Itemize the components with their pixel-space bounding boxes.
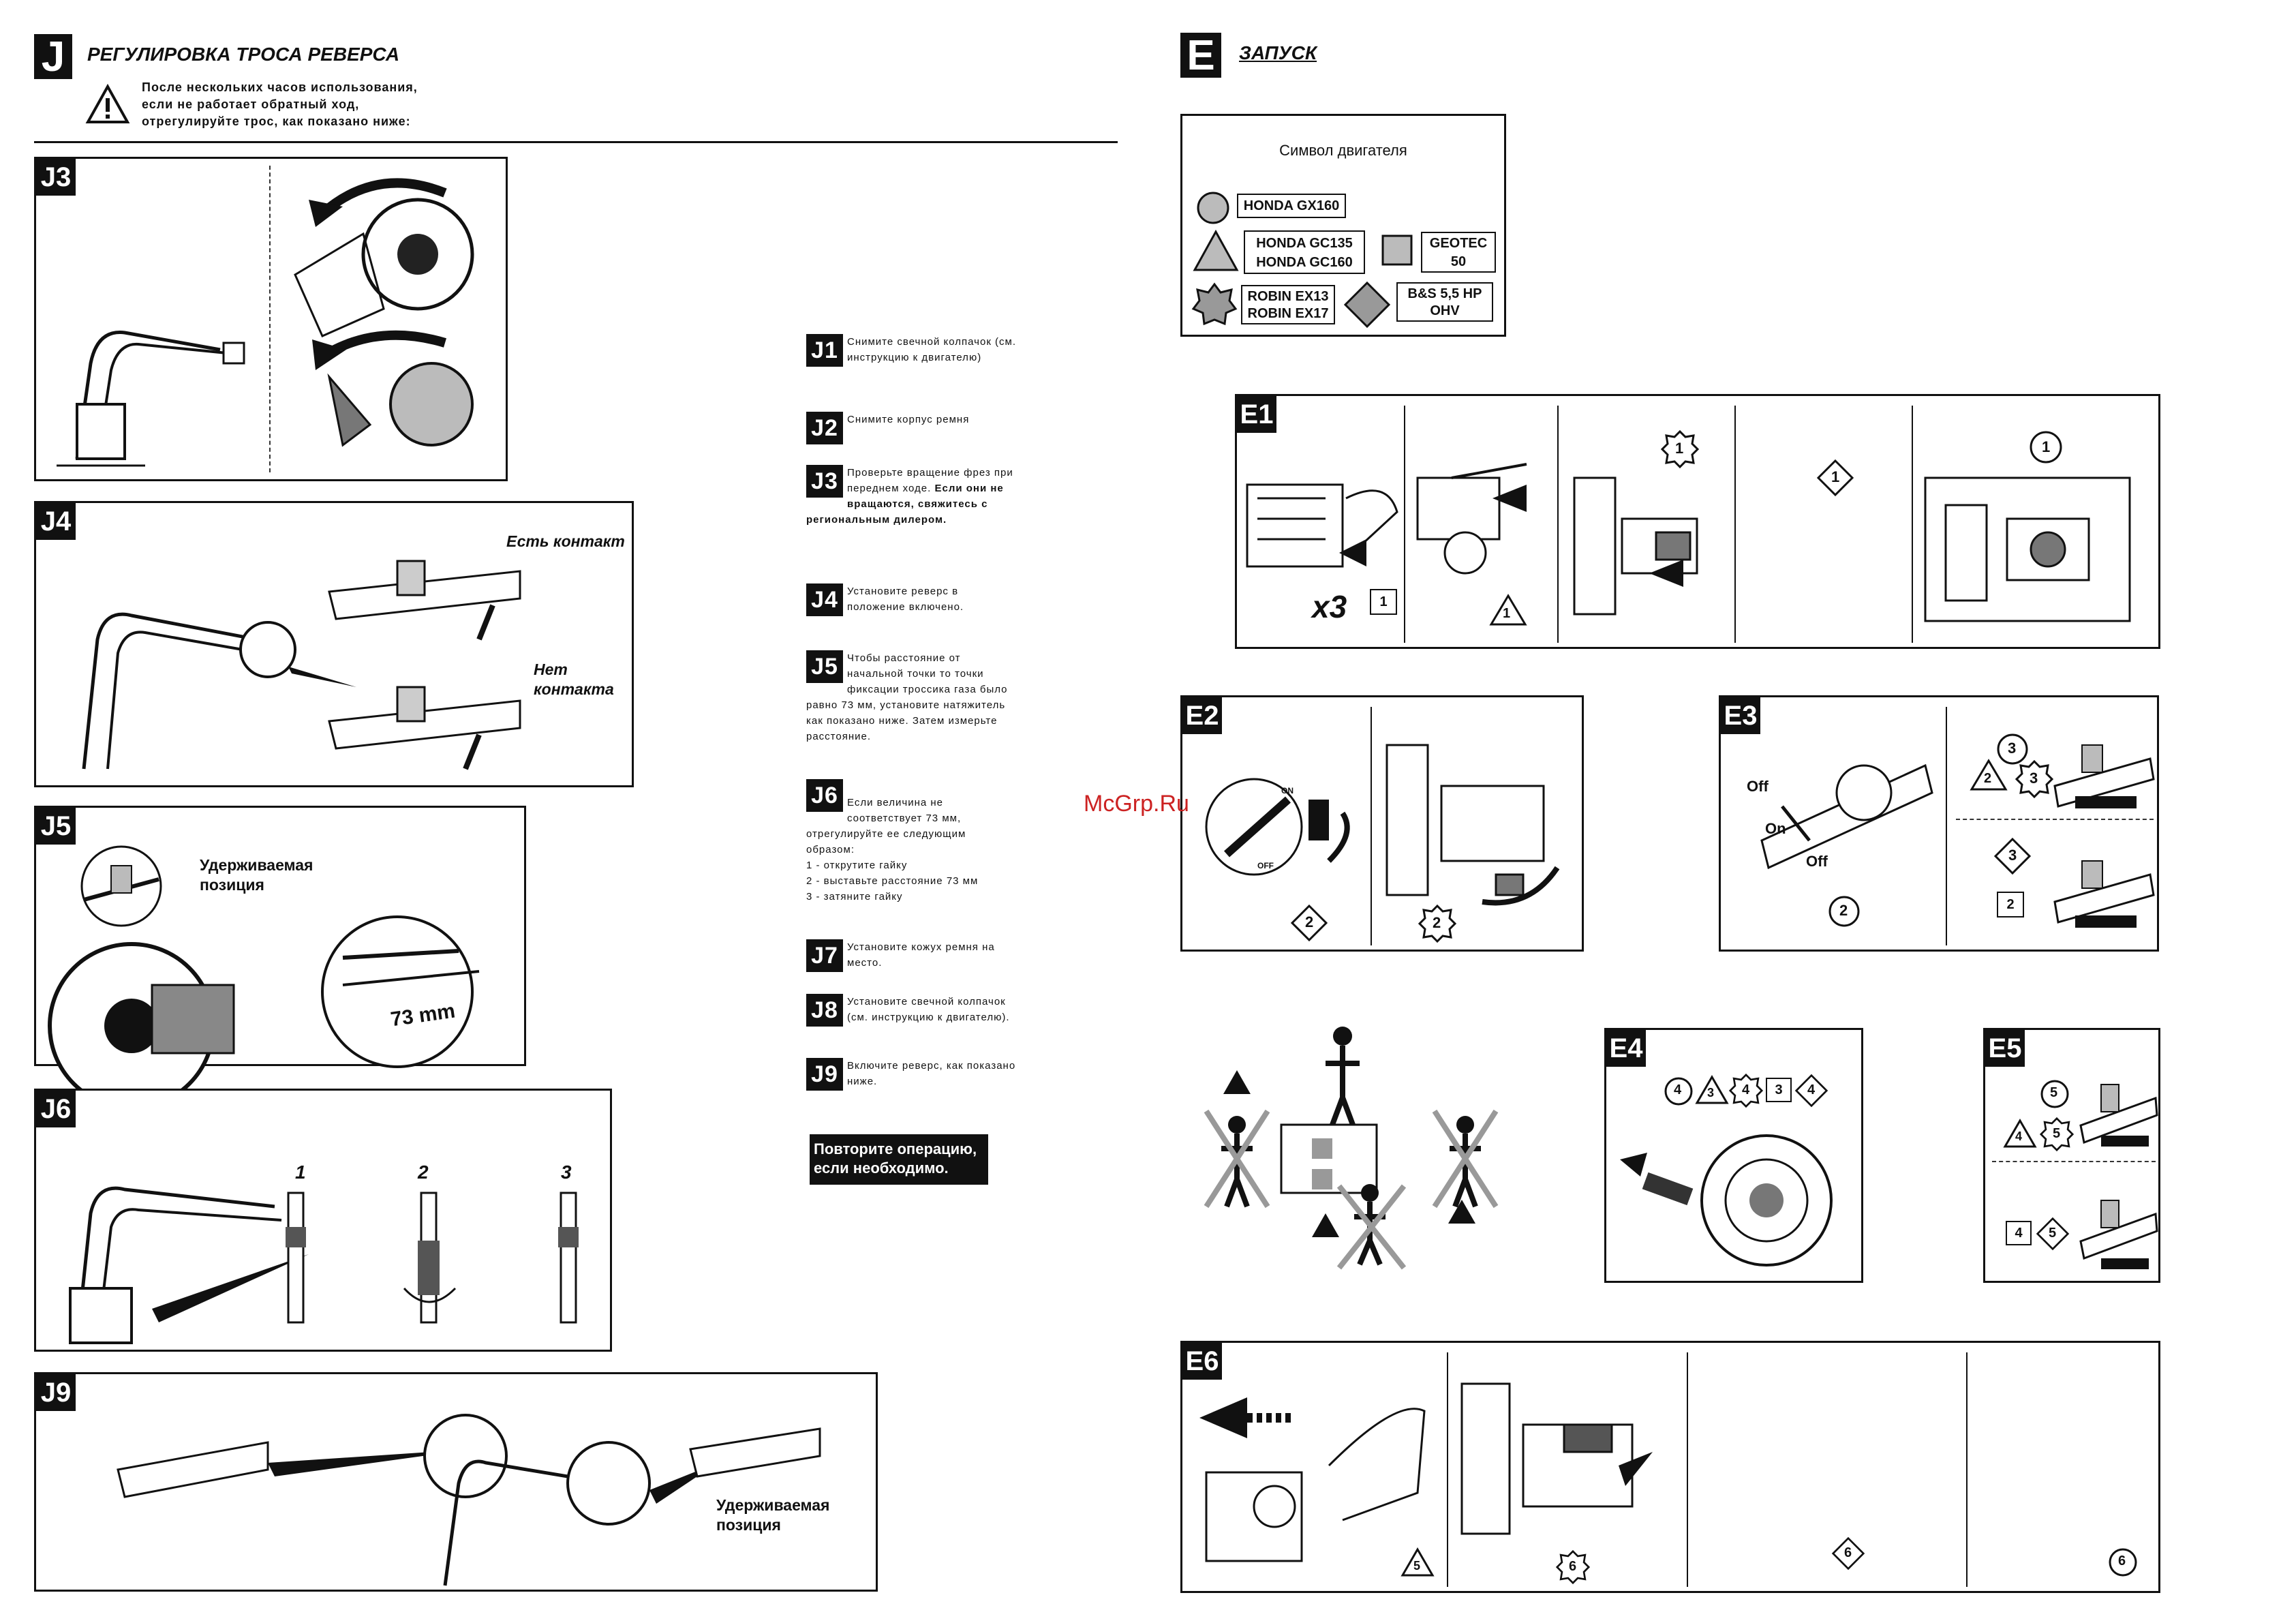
- e3-circle-3-num: 3: [2008, 740, 2017, 757]
- step-j8-text: Установите свечной колпачок (см. инструкцию к двигателю).: [847, 996, 1010, 1023]
- e3-on-label: On: [1765, 820, 1786, 837]
- hold-position-label: Удерживаемая позиция: [200, 856, 313, 894]
- e3-triangle-2-num: 2: [1984, 771, 1992, 786]
- e3-square-2: 2: [1997, 892, 2024, 917]
- e4-square-3: 3: [1766, 1078, 1792, 1102]
- distance-label: 73 mm: [389, 999, 457, 1031]
- e3-diamond-3-num: 3: [2008, 847, 2017, 864]
- e5-lever-bottom-illustration: [2081, 1173, 2159, 1275]
- panel-e2-tag: E2: [1182, 697, 1222, 734]
- e4-triangle-num: 3: [1707, 1086, 1715, 1099]
- step-j5-text: Чтобы расстояние от начальной точки то точки фиксации тросcика газа было равно 73 мм, установите натяжитель как показано ниже. Затем измерьте расстояние.: [806, 652, 1008, 742]
- e1-divider-3: [1734, 406, 1736, 643]
- e5-diamond-num: 5: [2049, 1226, 2057, 1241]
- e6-divider-2: [1687, 1352, 1688, 1587]
- e1-square-1: 1: [1370, 589, 1397, 615]
- panel-e3-tag: E3: [1721, 697, 1760, 734]
- engine-symbol-box: [1180, 114, 1506, 337]
- step-j1-text: Снимите свечной колпачок (см. инструкцию к двигателю): [847, 336, 1017, 363]
- panel-j4: [34, 501, 634, 787]
- hold-position-label-j9: Удерживаемая позиция: [716, 1496, 830, 1534]
- step-j4-num: J4: [806, 583, 843, 616]
- step-j4: [806, 583, 1017, 616]
- panel-e5: [1983, 1028, 2160, 1283]
- tine-rotation-illustration: [281, 172, 500, 472]
- e5-triangle-num: 4: [2015, 1129, 2023, 1143]
- e6-diamond-num: 6: [1844, 1545, 1852, 1560]
- e1-star-1-num: 1: [1675, 440, 1684, 457]
- panel-e1: [1235, 394, 2160, 649]
- step-j8-num: J8: [806, 994, 843, 1027]
- warning-line-1: После нескольких часов использования,: [142, 80, 418, 94]
- step-j7-text: Установите кожух ремня на место.: [847, 941, 995, 969]
- switch-off-label: OFF: [1257, 861, 1274, 870]
- throttle-lever-top-illustration: [2055, 731, 2157, 813]
- e1-divider-4: [1912, 406, 1913, 643]
- panel-e2: [1180, 695, 1584, 952]
- step-j9-text: Включите реверс, как показано ниже.: [847, 1060, 1016, 1087]
- step-j6-text: Если величина не соответствует 73 мм, отрегулируйте ее следующим образом: 1 - открутите гайку 2 - выставьте расстояние 73 мм 3 - затяните гайку: [806, 797, 979, 902]
- lever-contact-illustration: [329, 558, 534, 646]
- e1-divider-1: [1404, 406, 1405, 643]
- panel-j9: [34, 1372, 878, 1592]
- e5-lever-top-illustration: [2081, 1057, 2159, 1153]
- step-j3-bold: Если они не вращаются, свяжитесь с региональным дилером.: [806, 483, 1004, 526]
- star-symbol-icon: [1192, 283, 1237, 328]
- e6-circle-num: 6: [2118, 1553, 2126, 1568]
- panel-e6: [1180, 1341, 2160, 1593]
- repeat-note: Повторите операцию, если необходимо.: [810, 1134, 988, 1185]
- step-j8: [806, 994, 1017, 1027]
- recoil-starter-illustration: [1617, 1119, 1855, 1275]
- e6-star-num: 6: [1569, 1559, 1577, 1574]
- panel-j3-tag: J3: [36, 159, 76, 196]
- e5-square-4: 4: [2006, 1221, 2032, 1245]
- throttle-to-run-illustration: [1455, 1370, 1680, 1547]
- fuel-lever-illustration: [1380, 738, 1578, 909]
- step-j4-text: Установите реверс в положение включено.: [847, 586, 964, 613]
- engine-block-illustration: [1918, 464, 2150, 635]
- engine-bs-55hp: B&S 5,5 HP OHV: [1396, 282, 1493, 322]
- section-title-j: РЕГУЛИРОВКА ТРОСА РЕВЕРСА: [87, 44, 400, 65]
- e4-star-num: 4: [1742, 1082, 1750, 1097]
- e3-divider: [1946, 707, 1947, 945]
- step-j9: [806, 1058, 1017, 1091]
- e1-circle-1-num: 1: [2042, 438, 2051, 455]
- step-j3-num: J3: [806, 465, 843, 498]
- e3-star-3-num: 3: [2030, 770, 2038, 787]
- e6-triangle-num: 5: [1413, 1559, 1421, 1573]
- primer-press-illustration: [1244, 471, 1400, 580]
- step-j7: [806, 939, 1017, 972]
- step-j7-num: J7: [806, 939, 843, 972]
- throttle-lever-bottom-illustration: [2055, 847, 2157, 936]
- e6-divider-1: [1447, 1352, 1448, 1587]
- panel-e3: [1719, 695, 2159, 952]
- e4-diamond-num: 4: [1807, 1082, 1816, 1097]
- adjust-step-3: 3: [561, 1162, 572, 1183]
- section-letter-e: E: [1180, 33, 1221, 78]
- e2-diamond-2-num: 2: [1305, 913, 1314, 930]
- e1-triangle-1-num: 1: [1503, 606, 1511, 621]
- throttle-knob-illustration: [1755, 738, 1939, 895]
- lever-engage-illustration: [104, 1401, 854, 1586]
- ignition-switch-illustration: [1193, 759, 1363, 895]
- step-j5-num: J5: [806, 650, 843, 683]
- e1-divider-2: [1557, 406, 1559, 643]
- e5-star-num: 5: [2053, 1126, 2061, 1141]
- panel-j5-tag: J5: [36, 808, 76, 845]
- tiller-handle-illustration: [57, 571, 356, 776]
- panel-e4-tag: E4: [1606, 1030, 1646, 1067]
- adjust-step-2: 2: [418, 1162, 429, 1183]
- watermark: McGrp.Ru: [1084, 791, 1189, 817]
- wheel-cable-illustration: [43, 917, 520, 1067]
- section-letter-j: J: [34, 34, 72, 79]
- step-j3: [806, 465, 1017, 528]
- step-j1-num: J1: [806, 334, 843, 367]
- panel-j4-tag: J4: [36, 503, 76, 540]
- panel-e6-tag: E6: [1182, 1343, 1222, 1380]
- step-j1: [806, 334, 1017, 367]
- engine-honda-gx160: HONDA GX160: [1237, 194, 1346, 218]
- e2-divider: [1371, 707, 1372, 945]
- handle-detail-circle: [77, 845, 166, 927]
- step-j6: [806, 763, 1017, 905]
- header-rule: [34, 141, 1118, 143]
- step-j9-num: J9: [806, 1058, 843, 1091]
- step-j5: [806, 650, 1017, 744]
- warning-line-3: отрегулируйте трос, как показано ниже:: [142, 115, 411, 128]
- e5-circle-num: 5: [2050, 1085, 2058, 1100]
- panel-j9-tag: J9: [36, 1374, 76, 1411]
- e3-circle-2-num: 2: [1839, 902, 1848, 919]
- no-contact-label: Нет контакта: [534, 661, 614, 698]
- e4-circle-num: 4: [1674, 1082, 1682, 1097]
- e3-horizontal-dash: [1956, 819, 2154, 820]
- engine-geotec-50: GEOTEC 50: [1421, 232, 1496, 273]
- safety-zone-illustration: [1193, 1022, 1493, 1268]
- warning-line-2: если не работает обратный ход,: [142, 97, 360, 111]
- panel-j3: [34, 157, 508, 481]
- panel-e5-tag: E5: [1985, 1030, 2025, 1067]
- choke-illustration: [1411, 457, 1554, 580]
- e1-diamond-1-num: 1: [1831, 468, 1840, 485]
- engine-robin-ex: ROBIN EX13 ROBIN EX17: [1241, 285, 1335, 324]
- engine-honda-gc: HONDA GC135 HONDA GC160: [1244, 230, 1365, 274]
- panel-e4: [1604, 1028, 1863, 1283]
- step-j3-text: Проверьте вращение фрез при переднем ходе.: [847, 467, 1013, 494]
- throttle-lever-illustration: [1567, 471, 1731, 628]
- e3-off-label-2: Off: [1806, 853, 1828, 870]
- lever-no-contact-illustration: [329, 673, 534, 776]
- section-title-e: ЗАПУСК: [1239, 42, 1317, 63]
- choke-open-illustration: [1193, 1384, 1438, 1575]
- step-j2: [806, 412, 1017, 444]
- panel-j5: [34, 806, 526, 1066]
- warning-text: [142, 79, 418, 130]
- contact-label: Есть контакт: [506, 532, 625, 550]
- step-j2-text: Снимите корпус ремня: [847, 414, 970, 425]
- e3-off-label-1: Off: [1747, 778, 1769, 795]
- press-x3-label: x3: [1312, 589, 1347, 624]
- diamond-symbol-icon: [1343, 281, 1391, 329]
- square-symbol-icon: [1380, 233, 1414, 267]
- triangle-symbol-icon: [1192, 229, 1240, 273]
- step-j2-num: J2: [806, 412, 843, 444]
- nut-loosen-illustration: [288, 1186, 588, 1329]
- panel-j6-tag: J6: [36, 1091, 76, 1127]
- engine-symbol-title: Символ двигателя: [1279, 142, 1407, 159]
- e6-divider-3: [1966, 1352, 1968, 1587]
- e2-star-2-num: 2: [1433, 914, 1441, 931]
- e5-horizontal-dash: [1992, 1161, 2156, 1162]
- panel-e1-tag: E1: [1237, 396, 1276, 433]
- switch-on-label: ON: [1281, 786, 1294, 795]
- circle-symbol-icon: [1196, 191, 1230, 225]
- adjust-step-1: 1: [295, 1162, 306, 1183]
- tiller-illustration: [50, 268, 275, 472]
- panel-j6: [34, 1089, 612, 1352]
- step-j6-num: J6: [806, 779, 843, 812]
- warning-icon: [86, 85, 129, 124]
